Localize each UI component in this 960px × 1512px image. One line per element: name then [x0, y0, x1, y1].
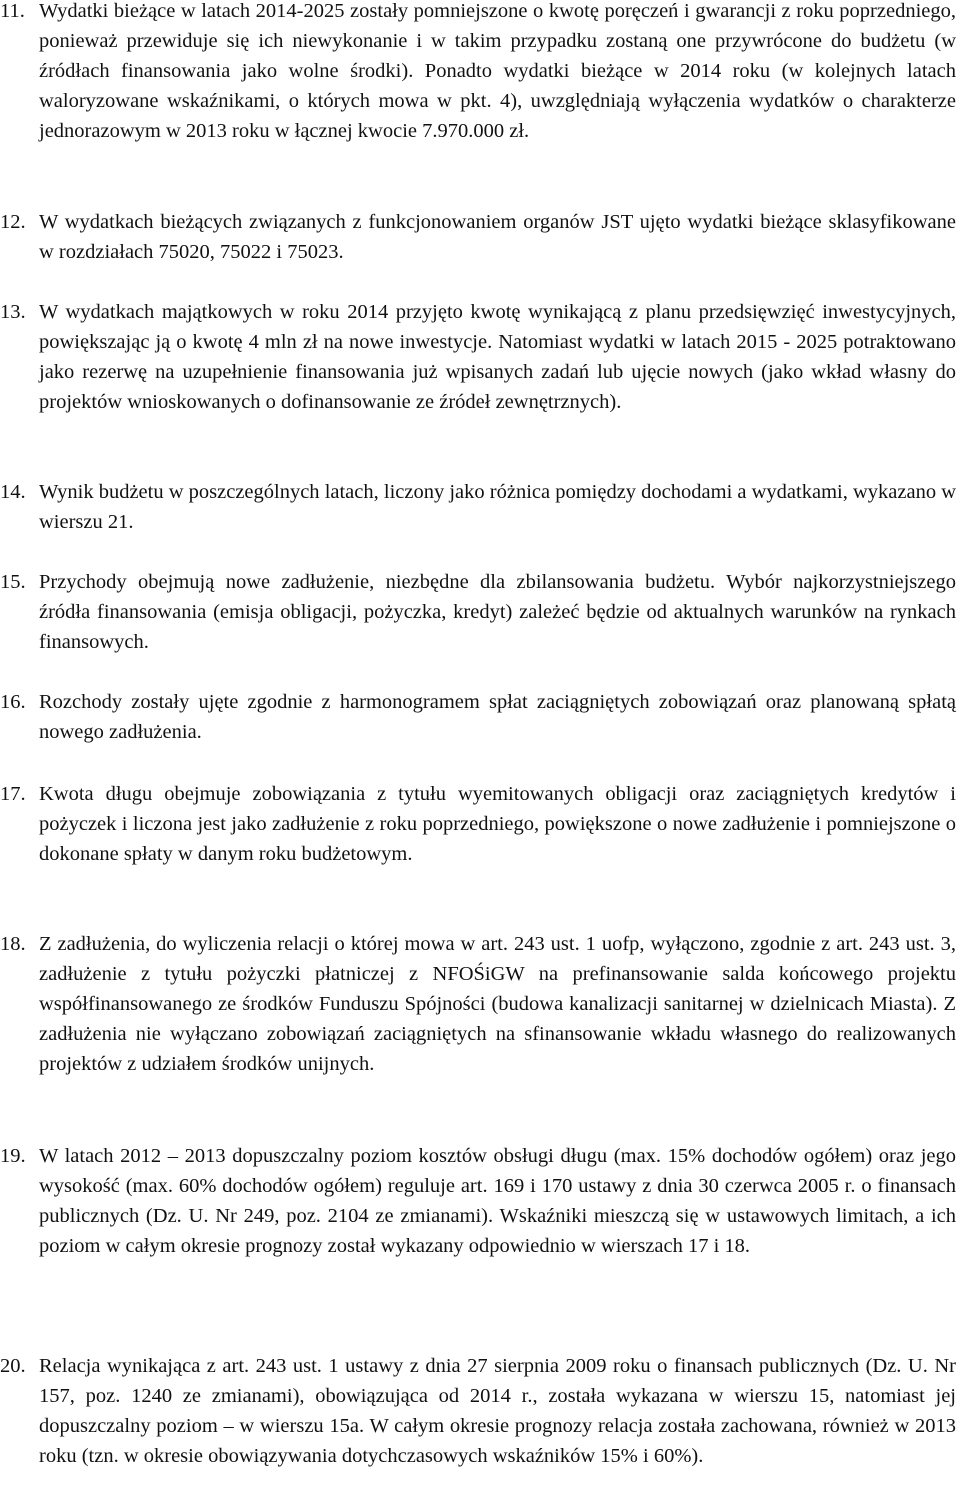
paragraph-text: Wynik budżetu w poszczególnych latach, liczony jako różnica pomiędzy dochodami a wydatkami, wykazano w wierszu 21. — [39, 481, 956, 533]
paragraph-18 — [0, 929, 956, 1079]
paragraph-number: 16. — [0, 691, 26, 713]
paragraph-number: 13. — [0, 301, 26, 323]
paragraph-13 — [0, 297, 956, 417]
paragraph-number: 19. — [0, 1145, 26, 1167]
paragraph-number: 17. — [0, 783, 26, 805]
paragraph-number: 18. — [0, 933, 26, 955]
paragraph-number: 20. — [0, 1355, 26, 1377]
paragraph-text: Rozchody zostały ujęte zgodnie z harmonogramem spłat zaciągniętych zobowiązań oraz planowaną spłatą nowego zadłużenia. — [39, 691, 956, 743]
paragraph-text: Z zadłużenia, do wyliczenia relacji o której mowa w art. 243 ust. 1 uofp, wyłączono, zgodnie z art. 243 ust. 3, zadłużenie z tytułu pożyczki płatniczej z NFOŚiGW na prefinansowanie salda końcowego projektu współfinansowanego ze środków Funduszu Spójności (budowa kanalizacji sanitarnej w dzielnicach Miasta). Z zadłużenia nie wyłączano zobowiązań zaciągniętych na sfinansowanie wkładu własnego do realizowanych projektów z udziałem środków unijnych. — [39, 933, 956, 1075]
paragraph-text: Wydatki bieżące w latach 2014-2025 zostały pomniejszone o kwotę poręczeń i gwarancji z roku poprzedniego, ponieważ przewiduje się ich niewykonanie i w takim przypadku zostaną one przywrócone do budżetu (w źródłach finansowania jako wolne środki). Ponadto wydatki bieżące w 2014 roku (w kolejnych latach waloryzowane wskaźnikami, o których mowa w pkt. 4), uwzględniają wyłączenia wydatków o charakterze jednorazowym w 2013 roku w łącznej kwocie 7.970.000 zł. — [39, 0, 956, 142]
paragraph-19 — [0, 1141, 956, 1261]
paragraph-text: Relacja wynikająca z art. 243 ust. 1 ustawy z dnia 27 sierpnia 2009 roku o finansach publicznych (Dz. U. Nr 157, poz. 1240 ze zmianami), obowiązująca od 2014 r., została wykazana w wierszu 15, natomiast jej dopuszczalny poziom – w wierszu 15a. W całym okresie prognozy relacja została zachowana, również w 2013 roku (tzn. w okresie obowiązywania dotychczasowych wskaźników 15% i 60%). — [39, 1355, 956, 1467]
paragraph-14 — [0, 477, 956, 537]
paragraph-number: 15. — [0, 571, 26, 593]
paragraph-text: Przychody obejmują nowe zadłużenie, niezbędne dla zbilansowania budżetu. Wybór najkorzystniejszego źródła finansowania (emisja obligacji, pożyczka, kredyt) zależeć będzie od aktualnych warunków na rynkach finansowych. — [39, 571, 956, 653]
paragraph-text: W wydatkach majątkowych w roku 2014 przyjęto kwotę wynikającą z planu przedsięwzięć inwestycyjnych, powiększając ją o kwotę 4 mln zł na nowe inwestycje. Natomiast wydatki w latach 2015 - 2025 potraktowano jako rezerwę na uzupełnienie finansowania już wpisanych zadań lub ujęcie nowych (jako wkład własny do projektów wnioskowanych o dofinansowanie ze źródeł zewnętrznych). — [39, 301, 956, 413]
paragraph-17 — [0, 779, 956, 869]
paragraph-20 — [0, 1351, 956, 1471]
paragraph-number: 12. — [0, 211, 26, 233]
paragraph-text: W wydatkach bieżących związanych z funkcjonowaniem organów JST ujęto wydatki bieżące sklasyfikowane w rozdziałach 75020, 75022 i 75023. — [39, 211, 956, 263]
paragraph-16 — [0, 687, 956, 747]
paragraph-number: 14. — [0, 481, 26, 503]
paragraph-text: W latach 2012 – 2013 dopuszczalny poziom kosztów obsługi długu (max. 15% dochodów ogółem) oraz jego wysokość (max. 60% dochodów ogółem) reguluje art. 169 i 170 ustawy z dnia 30 czerwca 2005 r. o finansach publicznych (Dz. U. Nr 249, poz. 2104 ze zmianami). Wskaźniki mieszczą się w ustawowych limitach, a ich poziom w całym okresie prognozy został wykazany odpowiednio w wierszach 17 i 18. — [39, 1145, 956, 1257]
paragraph-text: Kwota długu obejmuje zobowiązania z tytułu wyemitowanych obligacji oraz zaciągniętych kredytów i pożyczek i liczona jest jako zadłużenie z roku poprzedniego, powiększone o nowe zadłużenie i pomniejszone o dokonane spłaty w danym roku budżetowym. — [39, 783, 956, 865]
paragraph-11 — [0, 0, 956, 146]
paragraph-12 — [0, 207, 956, 267]
paragraph-number: 11. — [0, 0, 25, 22]
paragraph-15 — [0, 567, 956, 657]
